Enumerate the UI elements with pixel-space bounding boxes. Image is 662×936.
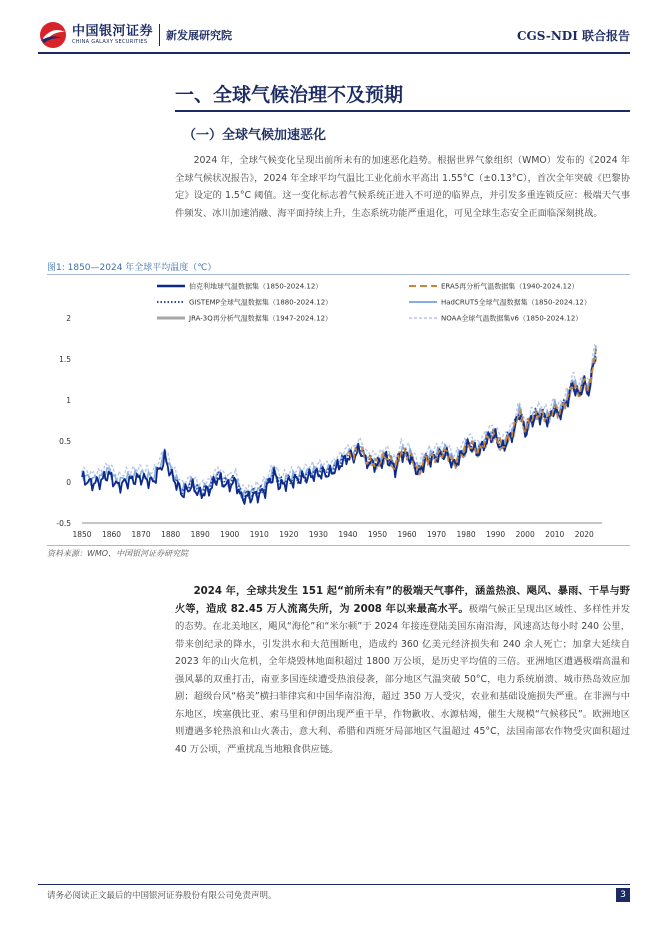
legend-label: 伯克利地球气温数据集（1850-2024.12）	[189, 282, 323, 291]
figure-top-rule	[47, 274, 630, 275]
x-tick-label: 1970	[426, 530, 447, 539]
logo-english-name: CHINA GALAXY SECURITIES	[72, 39, 148, 45]
figure-title: 图1: 1850—2024 年全球平均温度（℃）	[47, 263, 217, 273]
legend-label: GISTEMP全球气温数据集（1880-2024.12）	[189, 298, 333, 307]
x-tick-label: 1960	[397, 530, 417, 539]
legend-label: NOAA全球气温数据集v6（1850-2024.12）	[441, 314, 583, 323]
temperature-line-chart	[47, 276, 630, 541]
footer-divider	[38, 884, 630, 885]
x-tick-label: 1880	[161, 530, 181, 539]
institute-name: 新发展研究院	[166, 29, 233, 42]
legend-label: JRA-3Q再分析气温数据集（1947-2024.12）	[189, 314, 333, 323]
paragraph-lead-bold: 2024 年，全球共发生 151 起“前所未有”的极端天气事件，涵盖热浪、飓风、暴雨、干旱与野火等，造成 82.45 万人流离失所，为 2008 年以来最高水平。	[175, 586, 630, 615]
x-tick-label: 1920	[279, 530, 299, 539]
legend-item-era5	[409, 282, 579, 291]
galaxy-logo-icon	[38, 20, 68, 50]
x-tick-label: 1890	[190, 530, 210, 539]
intro-paragraph: 2024 年，全球气候变化呈现出前所未有的加速恶化趋势。根据世界气象组织（WMO）发布的《2024 年全球气候状况报告》，2024 年全球平均气温比工业化前水平高出 1.55°C（±0.13°C），首次全年突破《巴黎协定》设定的 1.5°C 阈值。这一变化标志着气候系统正进入不可逆的临界点，并引发多重连锁反应：极端天气事件频发、冰川加速消融、海平面持续上升，生态系统功能严重退化，可见全球生态安全正面临深刻挑战。	[175, 155, 630, 219]
legend-item-noaa	[409, 314, 582, 323]
legend-label: HadCRUT5全球气温数据集（1850-2024.12）	[441, 298, 591, 307]
x-tick-label: 2010	[545, 530, 565, 539]
x-tick-label: 1980	[456, 530, 476, 539]
x-tick-label: 1940	[338, 530, 358, 539]
subsection-title: （一）全球气候加速恶化	[183, 128, 327, 143]
company-logo	[38, 20, 232, 50]
section-divider	[175, 110, 630, 112]
y-tick-label: 0	[66, 478, 71, 487]
legend-item-gistemp	[157, 298, 332, 307]
series-line-hadcrut	[82, 346, 596, 499]
header-divider	[38, 52, 630, 54]
y-tick-label: 0.5	[59, 437, 71, 446]
x-tick-label: 1930	[308, 530, 328, 539]
x-axis-ticks	[72, 530, 594, 539]
x-tick-label: 1990	[486, 530, 506, 539]
chart-legend	[157, 282, 591, 323]
chart-series	[82, 345, 596, 504]
legend-item-hadcrut	[409, 298, 591, 307]
x-tick-label: 2000	[515, 530, 535, 539]
report-label: CGS-NDI 联合报告	[516, 29, 630, 43]
y-tick-label: -0.5	[56, 519, 71, 528]
footer-disclaimer: 请务必阅读正文最后的中国银河证券股份有限公司免责声明。	[47, 891, 277, 901]
legend-label: ERA5再分析气温数据集（1940-2024.12）	[441, 282, 579, 291]
x-tick-label: 1860	[101, 530, 122, 539]
y-tick-label: 1.5	[59, 355, 71, 364]
figure-source: 资料来源：WMO，中国银河证券研究院	[47, 549, 189, 558]
x-tick-label: 2020	[574, 530, 594, 539]
y-tick-label: 1	[66, 396, 71, 405]
legend-item-berkeley	[157, 282, 322, 291]
x-tick-label: 1900	[220, 530, 240, 539]
y-tick-label: 2	[66, 314, 71, 323]
x-tick-label: 1950	[367, 530, 388, 539]
logo-chinese-name: 中国银河证券	[72, 24, 154, 39]
y-axis-ticks	[56, 314, 71, 528]
logo-divider	[159, 24, 160, 46]
x-tick-label: 1910	[249, 530, 269, 539]
figure-bottom-rule	[47, 545, 630, 546]
x-tick-label: 1850	[72, 530, 92, 539]
legend-item-jra	[157, 314, 332, 323]
paragraph-body: 极端气候正呈现出区域性、多样性并发的态势。在北美地区，飓风“海伦”和“米尔顿”于 2024 年接连登陆美国东南沿海，风速高达每小时 240 公里，带来创纪录的降水，引发洪水和大范围断电，造成约 360 亿美元经济损失和 240 余人死亡；加拿大延续自 2023 年的山火危机，全年烧毁林地面积超过 1800 万公顷，是历史平均值的三倍。亚洲地区遭遇极端高温和强风暴的双重打击，南亚多国连续遭受热浪侵袭，部分地区气温突破 50°C，电力系统崩溃、城市热岛效应加剧；超级台风“格美”横扫菲律宾和中国华南沿海，超过 350 万人受灾，农业和基础设施损失严重。在非洲与中东地区，埃塞俄比亚、索马里和伊朗出现严重干旱，作物歉收、水源枯竭，催生大规模“气候移民”。欧洲地区则遭遇多轮热浪和山火袭击，意大利、希腊和西班牙局部地区气温超过 45°C，法国南部农作物受灾面积超过 40 万公顷，严重扰乱当地粮食供应链。	[175, 603, 630, 755]
page-number: 3	[616, 888, 630, 902]
series-line-berkeley	[82, 360, 596, 504]
section-title: 一、全球气候治理不及预期	[175, 84, 404, 106]
extreme-weather-paragraph	[175, 583, 630, 758]
x-tick-label: 1870	[131, 530, 151, 539]
